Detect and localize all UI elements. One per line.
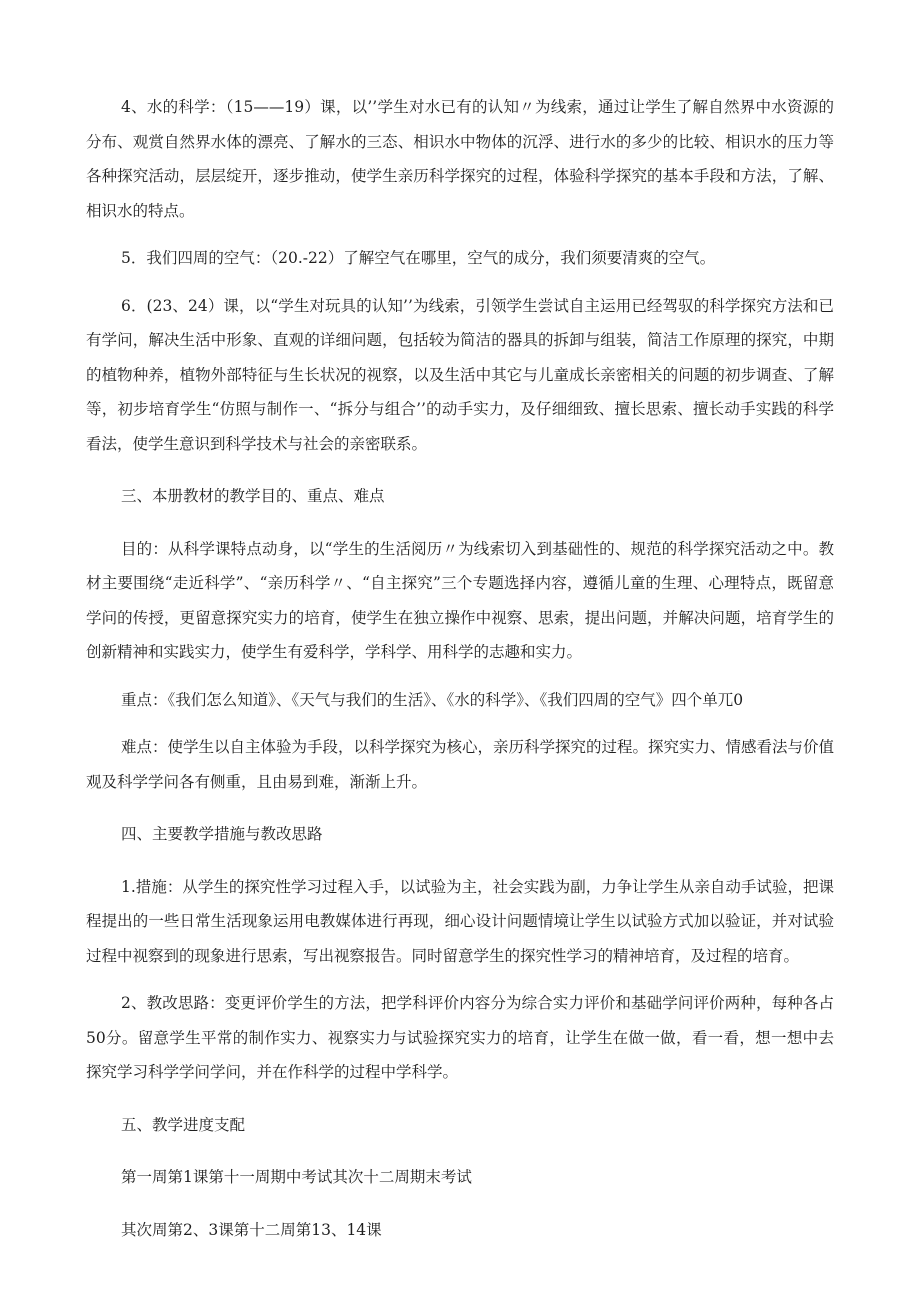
paragraph-air: 5．我们四周的空气：（20.-22）了解空气在哪里，空气的成分，我们须要清爽的空气。 [121,249,716,267]
paragraph-water-science: 4、水的科学：（15——19）课，以’’学生对水已有的认知〃为线索，通过让学生了解自然界中水资源的分布、观赏自然界水体的漂亮、了解水的三态、相识水中物体的沉浮、进行水的多少的比较、相识水的压力等各种探究活动，层层绽开，逐步推动，使学生亲历科学探究的过程，体验科学探究的基本手段和方法，了解、相识水的特点。 [86,98,834,220]
schedule-line-1: 第一周第1课第十一周期中考试其次十二周期末考试 [121,1168,472,1186]
paragraph-goals: 目的：从科学课特点动身，以“学生的生活阅历〃为线索切入到基础性的、规范的科学探究活动之中。教材主要围绕“走近科学”、“亲历科学〃、“自主探究”三个专题选择内容，遵循儿童的生理、心理特点，既留意学问的传授，更留意探究实力的培育，使学生在独立操作中视察、思索，提出问题，并解决问题，培育学生的创新精神和实践实力，使学生有爱科学，学科学、用科学的志趣和实力。 [86,539,834,661]
paragraph-difficulties: 难点：使学生以自主体验为手段，以科学探究为核心，亲历科学探究的过程。探究实力、情感看法与价值观及科学学问各有侧重，且由易到难，渐渐上升。 [86,738,835,791]
section-heading-goals: 三、本册教材的教学目的、重点、难点 [121,487,385,505]
section-heading-measures: 四、主要教学措施与教改思路 [121,825,323,843]
section-heading-schedule: 五、教学进度支配 [121,1115,246,1134]
schedule-line-2: 其次周第2、3课第十二周第13、14课 [121,1220,382,1239]
paragraph-toys: 6．(23、24）课，以“学生对玩具的认知’’为线索，引领学生尝试自主运用已经驾驭的科学探究方法和已有学问，解决生活中形象、直观的详细问题，包括较为简洁的器具的拆卸与组装，简洁工作原理的探究，中期的植物种养，植物外部特征与生长状况的视察，以及生活中其它与儿童成长亲密相关的问题的初步调查、了解等，初步培育学生“仿照与制作一、“拆分与组合’’的动手实力，及仔细细致、擅长思索、擅长动手实践的科学看法，使学生意识到科学技术与社会的亲密联系。 [86,296,834,453]
paragraph-measures: 1.措施：从学生的探究性学习过程入手，以试验为主，社会实践为副，力争让学生从亲自动手试验，把课程提出的一些日常生活现象运用电教媒体进行再现，细心设计问题情境让学生以试验方式加以验证，并对试验过程中视察到的现象进行思索，写出视察报告。同时留意学生的探究性学习的精神培育，及过程的培育。 [86,877,834,965]
paragraph-key-points: 重点：《我们怎么知道》、《天气与我们的生活》、《水的科学》、《我们四周的空气》四个单兀0 [121,690,744,709]
paragraph-reform: 2、教改思路：变更评价学生的方法，把学科评价内容分为综合实力评价和基础学问评价两种，每种各占50分。留意学生平常的制作实力、视察实力与试验探究实力的培育，让学生在做一做，看一看，想一想中去探究学习科学学问学问，并在作科学的过程中学科学。 [86,994,834,1081]
